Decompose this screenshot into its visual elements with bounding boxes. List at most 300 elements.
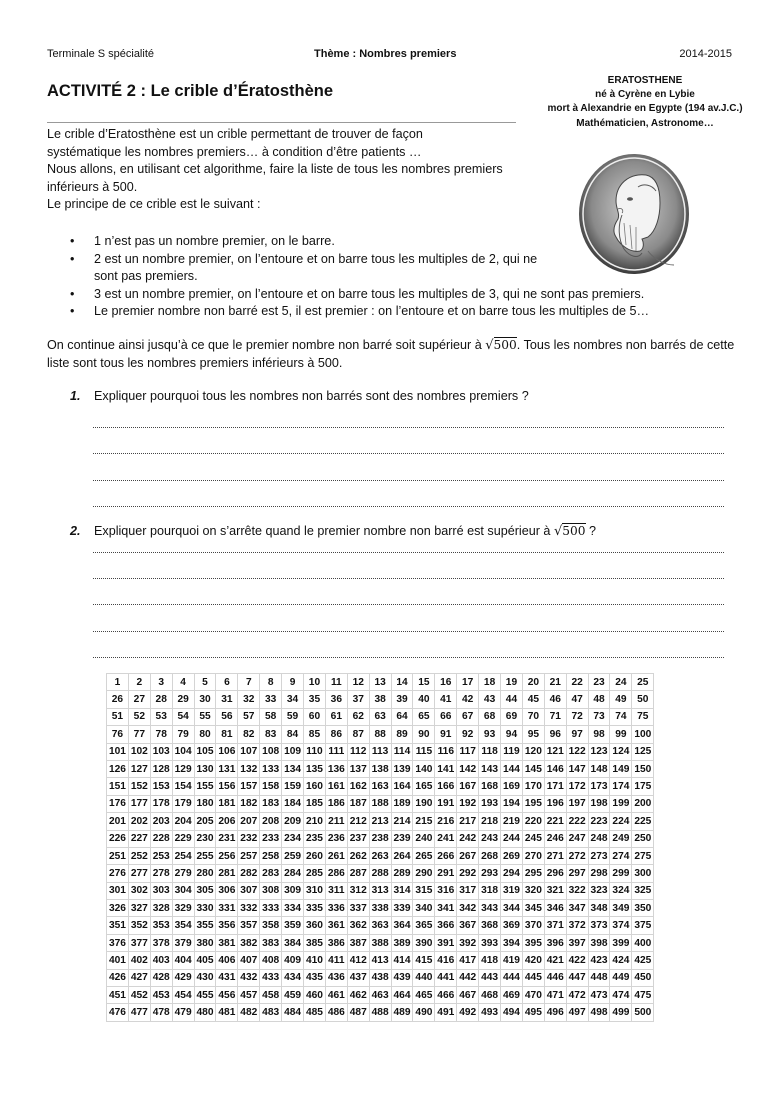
sieve-number-cell[interactable]: 130 bbox=[194, 760, 216, 777]
sieve-number-cell[interactable]: 170 bbox=[522, 778, 544, 795]
sieve-number-cell[interactable]: 201 bbox=[107, 813, 129, 830]
sieve-number-cell[interactable]: 123 bbox=[588, 743, 610, 760]
sieve-number-cell[interactable]: 71 bbox=[544, 708, 566, 725]
sieve-number-cell[interactable]: 321 bbox=[544, 882, 566, 899]
sieve-number-cell[interactable]: 110 bbox=[304, 743, 326, 760]
sieve-number-cell[interactable]: 322 bbox=[566, 882, 588, 899]
sieve-number-cell[interactable]: 257 bbox=[238, 847, 260, 864]
sieve-number-cell[interactable]: 362 bbox=[347, 917, 369, 934]
sieve-number-cell[interactable]: 437 bbox=[347, 969, 369, 986]
sieve-number-cell[interactable]: 107 bbox=[238, 743, 260, 760]
sieve-number-cell[interactable]: 370 bbox=[522, 917, 544, 934]
sieve-number-cell[interactable]: 59 bbox=[282, 708, 304, 725]
sieve-number-cell[interactable]: 222 bbox=[566, 813, 588, 830]
sieve-number-cell[interactable]: 95 bbox=[522, 726, 544, 743]
sieve-number-cell[interactable]: 233 bbox=[260, 830, 282, 847]
sieve-number-cell[interactable]: 50 bbox=[632, 691, 654, 708]
sieve-number-cell[interactable]: 381 bbox=[216, 934, 238, 951]
sieve-number-cell[interactable]: 16 bbox=[435, 674, 457, 691]
sieve-number-cell[interactable]: 144 bbox=[501, 760, 523, 777]
sieve-number-cell[interactable]: 293 bbox=[479, 865, 501, 882]
sieve-number-cell[interactable]: 445 bbox=[522, 969, 544, 986]
sieve-number-cell[interactable]: 146 bbox=[544, 760, 566, 777]
sieve-number-cell[interactable]: 423 bbox=[588, 952, 610, 969]
sieve-number-cell[interactable]: 200 bbox=[632, 795, 654, 812]
sieve-number-cell[interactable]: 147 bbox=[566, 760, 588, 777]
sieve-number-cell[interactable]: 24 bbox=[610, 674, 632, 691]
sieve-number-cell[interactable]: 387 bbox=[347, 934, 369, 951]
sieve-number-cell[interactable]: 92 bbox=[457, 726, 479, 743]
sieve-number-cell[interactable]: 267 bbox=[457, 847, 479, 864]
sieve-number-cell[interactable]: 96 bbox=[544, 726, 566, 743]
sieve-number-cell[interactable]: 85 bbox=[304, 726, 326, 743]
sieve-number-cell[interactable]: 84 bbox=[282, 726, 304, 743]
sieve-number-cell[interactable]: 87 bbox=[347, 726, 369, 743]
sieve-number-cell[interactable]: 484 bbox=[282, 1004, 304, 1021]
sieve-number-cell[interactable]: 350 bbox=[632, 900, 654, 917]
sieve-number-cell[interactable]: 476 bbox=[107, 1004, 129, 1021]
sieve-number-cell[interactable]: 430 bbox=[194, 969, 216, 986]
sieve-number-cell[interactable]: 402 bbox=[128, 952, 150, 969]
sieve-number-cell[interactable]: 177 bbox=[128, 795, 150, 812]
sieve-number-cell[interactable]: 391 bbox=[435, 934, 457, 951]
sieve-number-cell[interactable]: 167 bbox=[457, 778, 479, 795]
sieve-number-cell[interactable]: 104 bbox=[172, 743, 194, 760]
sieve-number-cell[interactable]: 138 bbox=[369, 760, 391, 777]
sieve-number-cell[interactable]: 384 bbox=[282, 934, 304, 951]
sieve-number-cell[interactable]: 230 bbox=[194, 830, 216, 847]
sieve-number-cell[interactable]: 429 bbox=[172, 969, 194, 986]
sieve-number-cell[interactable]: 472 bbox=[566, 987, 588, 1004]
sieve-number-cell[interactable]: 279 bbox=[172, 865, 194, 882]
sieve-number-cell[interactable]: 302 bbox=[128, 882, 150, 899]
sieve-number-cell[interactable]: 159 bbox=[282, 778, 304, 795]
sieve-number-cell[interactable]: 137 bbox=[347, 760, 369, 777]
sieve-number-cell[interactable]: 296 bbox=[544, 865, 566, 882]
sieve-number-cell[interactable]: 276 bbox=[107, 865, 129, 882]
sieve-number-cell[interactable]: 11 bbox=[325, 674, 347, 691]
sieve-number-cell[interactable]: 44 bbox=[501, 691, 523, 708]
sieve-number-cell[interactable]: 37 bbox=[347, 691, 369, 708]
sieve-number-cell[interactable]: 436 bbox=[325, 969, 347, 986]
sieve-number-cell[interactable]: 219 bbox=[501, 813, 523, 830]
sieve-number-cell[interactable]: 449 bbox=[610, 969, 632, 986]
sieve-number-cell[interactable]: 162 bbox=[347, 778, 369, 795]
sieve-number-cell[interactable]: 165 bbox=[413, 778, 435, 795]
sieve-number-cell[interactable]: 228 bbox=[150, 830, 172, 847]
sieve-number-cell[interactable]: 3 bbox=[150, 674, 172, 691]
sieve-number-cell[interactable]: 174 bbox=[610, 778, 632, 795]
sieve-number-cell[interactable]: 49 bbox=[610, 691, 632, 708]
sieve-number-cell[interactable]: 196 bbox=[544, 795, 566, 812]
sieve-number-cell[interactable]: 497 bbox=[566, 1004, 588, 1021]
answer-line[interactable] bbox=[93, 506, 724, 507]
sieve-number-cell[interactable]: 14 bbox=[391, 674, 413, 691]
sieve-number-cell[interactable]: 67 bbox=[457, 708, 479, 725]
sieve-number-cell[interactable]: 420 bbox=[522, 952, 544, 969]
sieve-number-cell[interactable]: 481 bbox=[216, 1004, 238, 1021]
sieve-number-cell[interactable]: 274 bbox=[610, 847, 632, 864]
sieve-number-cell[interactable]: 474 bbox=[610, 987, 632, 1004]
sieve-number-cell[interactable]: 301 bbox=[107, 882, 129, 899]
sieve-number-cell[interactable]: 262 bbox=[347, 847, 369, 864]
sieve-number-cell[interactable]: 354 bbox=[172, 917, 194, 934]
sieve-number-cell[interactable]: 118 bbox=[479, 743, 501, 760]
sieve-number-cell[interactable]: 36 bbox=[325, 691, 347, 708]
sieve-number-cell[interactable]: 184 bbox=[282, 795, 304, 812]
sieve-number-cell[interactable]: 223 bbox=[588, 813, 610, 830]
sieve-number-cell[interactable]: 464 bbox=[391, 987, 413, 1004]
sieve-number-cell[interactable]: 405 bbox=[194, 952, 216, 969]
sieve-number-cell[interactable]: 250 bbox=[632, 830, 654, 847]
sieve-number-cell[interactable]: 78 bbox=[150, 726, 172, 743]
sieve-number-cell[interactable]: 295 bbox=[522, 865, 544, 882]
sieve-number-cell[interactable]: 488 bbox=[369, 1004, 391, 1021]
sieve-number-cell[interactable]: 48 bbox=[588, 691, 610, 708]
sieve-number-cell[interactable]: 149 bbox=[610, 760, 632, 777]
sieve-number-cell[interactable]: 374 bbox=[610, 917, 632, 934]
sieve-number-cell[interactable]: 305 bbox=[194, 882, 216, 899]
sieve-number-cell[interactable]: 338 bbox=[369, 900, 391, 917]
sieve-number-cell[interactable]: 136 bbox=[325, 760, 347, 777]
sieve-number-cell[interactable]: 424 bbox=[610, 952, 632, 969]
sieve-number-cell[interactable]: 151 bbox=[107, 778, 129, 795]
answer-line[interactable] bbox=[93, 453, 724, 454]
sieve-number-cell[interactable]: 451 bbox=[107, 987, 129, 1004]
sieve-number-cell[interactable]: 260 bbox=[304, 847, 326, 864]
sieve-number-cell[interactable]: 364 bbox=[391, 917, 413, 934]
sieve-number-cell[interactable]: 47 bbox=[566, 691, 588, 708]
sieve-number-cell[interactable]: 299 bbox=[610, 865, 632, 882]
sieve-number-cell[interactable]: 113 bbox=[369, 743, 391, 760]
sieve-number-cell[interactable]: 500 bbox=[632, 1004, 654, 1021]
sieve-number-cell[interactable]: 489 bbox=[391, 1004, 413, 1021]
sieve-number-cell[interactable]: 140 bbox=[413, 760, 435, 777]
sieve-number-cell[interactable]: 68 bbox=[479, 708, 501, 725]
sieve-number-cell[interactable]: 12 bbox=[347, 674, 369, 691]
sieve-number-cell[interactable]: 40 bbox=[413, 691, 435, 708]
sieve-number-cell[interactable]: 101 bbox=[107, 743, 129, 760]
sieve-number-cell[interactable]: 41 bbox=[435, 691, 457, 708]
sieve-number-cell[interactable]: 249 bbox=[610, 830, 632, 847]
sieve-number-cell[interactable]: 396 bbox=[544, 934, 566, 951]
answer-line[interactable] bbox=[93, 657, 724, 658]
sieve-number-cell[interactable]: 427 bbox=[128, 969, 150, 986]
sieve-number-cell[interactable]: 277 bbox=[128, 865, 150, 882]
sieve-number-cell[interactable]: 161 bbox=[325, 778, 347, 795]
sieve-number-cell[interactable]: 112 bbox=[347, 743, 369, 760]
sieve-number-cell[interactable]: 253 bbox=[150, 847, 172, 864]
sieve-number-cell[interactable]: 23 bbox=[588, 674, 610, 691]
sieve-number-cell[interactable]: 372 bbox=[566, 917, 588, 934]
sieve-number-cell[interactable]: 224 bbox=[610, 813, 632, 830]
sieve-number-cell[interactable]: 333 bbox=[260, 900, 282, 917]
sieve-number-cell[interactable]: 205 bbox=[194, 813, 216, 830]
sieve-number-cell[interactable]: 463 bbox=[369, 987, 391, 1004]
sieve-number-cell[interactable]: 183 bbox=[260, 795, 282, 812]
sieve-number-cell[interactable]: 454 bbox=[172, 987, 194, 1004]
sieve-number-cell[interactable]: 441 bbox=[435, 969, 457, 986]
sieve-number-cell[interactable]: 444 bbox=[501, 969, 523, 986]
sieve-number-cell[interactable]: 478 bbox=[150, 1004, 172, 1021]
sieve-number-cell[interactable]: 73 bbox=[588, 708, 610, 725]
sieve-number-cell[interactable]: 426 bbox=[107, 969, 129, 986]
sieve-number-cell[interactable]: 117 bbox=[457, 743, 479, 760]
sieve-number-cell[interactable]: 206 bbox=[216, 813, 238, 830]
sieve-number-cell[interactable]: 428 bbox=[150, 969, 172, 986]
sieve-number-cell[interactable]: 285 bbox=[304, 865, 326, 882]
sieve-number-cell[interactable]: 417 bbox=[457, 952, 479, 969]
sieve-number-cell[interactable]: 83 bbox=[260, 726, 282, 743]
sieve-number-cell[interactable]: 114 bbox=[391, 743, 413, 760]
sieve-number-cell[interactable]: 378 bbox=[150, 934, 172, 951]
sieve-number-cell[interactable]: 341 bbox=[435, 900, 457, 917]
sieve-number-cell[interactable]: 406 bbox=[216, 952, 238, 969]
sieve-number-cell[interactable]: 7 bbox=[238, 674, 260, 691]
sieve-number-cell[interactable]: 409 bbox=[282, 952, 304, 969]
sieve-number-cell[interactable]: 133 bbox=[260, 760, 282, 777]
sieve-number-cell[interactable]: 2 bbox=[128, 674, 150, 691]
sieve-number-cell[interactable]: 111 bbox=[325, 743, 347, 760]
sieve-number-cell[interactable]: 56 bbox=[216, 708, 238, 725]
sieve-number-cell[interactable]: 270 bbox=[522, 847, 544, 864]
sieve-number-cell[interactable]: 254 bbox=[172, 847, 194, 864]
sieve-number-cell[interactable]: 231 bbox=[216, 830, 238, 847]
sieve-number-cell[interactable]: 344 bbox=[501, 900, 523, 917]
sieve-number-cell[interactable]: 8 bbox=[260, 674, 282, 691]
sieve-number-cell[interactable]: 235 bbox=[304, 830, 326, 847]
sieve-number-cell[interactable]: 308 bbox=[260, 882, 282, 899]
sieve-number-cell[interactable]: 491 bbox=[435, 1004, 457, 1021]
sieve-number-cell[interactable]: 255 bbox=[194, 847, 216, 864]
sieve-number-cell[interactable]: 119 bbox=[501, 743, 523, 760]
sieve-number-cell[interactable]: 15 bbox=[413, 674, 435, 691]
sieve-number-cell[interactable]: 412 bbox=[347, 952, 369, 969]
sieve-number-cell[interactable]: 204 bbox=[172, 813, 194, 830]
sieve-number-cell[interactable]: 234 bbox=[282, 830, 304, 847]
sieve-number-cell[interactable]: 404 bbox=[172, 952, 194, 969]
sieve-number-cell[interactable]: 106 bbox=[216, 743, 238, 760]
sieve-number-cell[interactable]: 309 bbox=[282, 882, 304, 899]
sieve-number-cell[interactable]: 139 bbox=[391, 760, 413, 777]
sieve-number-cell[interactable]: 339 bbox=[391, 900, 413, 917]
sieve-number-cell[interactable]: 150 bbox=[632, 760, 654, 777]
sieve-number-cell[interactable]: 326 bbox=[107, 900, 129, 917]
sieve-number-cell[interactable]: 425 bbox=[632, 952, 654, 969]
sieve-number-cell[interactable]: 414 bbox=[391, 952, 413, 969]
sieve-number-cell[interactable]: 466 bbox=[435, 987, 457, 1004]
sieve-number-cell[interactable]: 380 bbox=[194, 934, 216, 951]
sieve-number-cell[interactable]: 94 bbox=[501, 726, 523, 743]
sieve-number-cell[interactable]: 127 bbox=[128, 760, 150, 777]
sieve-number-cell[interactable]: 178 bbox=[150, 795, 172, 812]
sieve-number-cell[interactable]: 88 bbox=[369, 726, 391, 743]
sieve-number-cell[interactable]: 495 bbox=[522, 1004, 544, 1021]
sieve-number-cell[interactable]: 461 bbox=[325, 987, 347, 1004]
sieve-number-cell[interactable]: 203 bbox=[150, 813, 172, 830]
sieve-number-cell[interactable]: 469 bbox=[501, 987, 523, 1004]
sieve-number-cell[interactable]: 422 bbox=[566, 952, 588, 969]
sieve-number-cell[interactable]: 467 bbox=[457, 987, 479, 1004]
sieve-number-cell[interactable]: 116 bbox=[435, 743, 457, 760]
sieve-number-cell[interactable]: 9 bbox=[282, 674, 304, 691]
sieve-number-cell[interactable]: 22 bbox=[566, 674, 588, 691]
sieve-number-cell[interactable]: 38 bbox=[369, 691, 391, 708]
sieve-number-cell[interactable]: 75 bbox=[632, 708, 654, 725]
sieve-number-cell[interactable]: 173 bbox=[588, 778, 610, 795]
sieve-number-cell[interactable]: 216 bbox=[435, 813, 457, 830]
sieve-number-cell[interactable]: 52 bbox=[128, 708, 150, 725]
sieve-number-cell[interactable]: 169 bbox=[501, 778, 523, 795]
sieve-number-cell[interactable]: 275 bbox=[632, 847, 654, 864]
sieve-number-cell[interactable]: 324 bbox=[610, 882, 632, 899]
sieve-number-cell[interactable]: 197 bbox=[566, 795, 588, 812]
sieve-number-cell[interactable]: 399 bbox=[610, 934, 632, 951]
sieve-number-cell[interactable]: 320 bbox=[522, 882, 544, 899]
sieve-number-cell[interactable]: 70 bbox=[522, 708, 544, 725]
sieve-number-cell[interactable]: 434 bbox=[282, 969, 304, 986]
sieve-number-cell[interactable]: 480 bbox=[194, 1004, 216, 1021]
sieve-number-cell[interactable]: 393 bbox=[479, 934, 501, 951]
sieve-number-cell[interactable]: 220 bbox=[522, 813, 544, 830]
sieve-number-cell[interactable]: 90 bbox=[413, 726, 435, 743]
sieve-number-cell[interactable]: 485 bbox=[304, 1004, 326, 1021]
sieve-number-cell[interactable]: 261 bbox=[325, 847, 347, 864]
sieve-number-cell[interactable]: 281 bbox=[216, 865, 238, 882]
sieve-number-cell[interactable]: 186 bbox=[325, 795, 347, 812]
sieve-number-cell[interactable]: 351 bbox=[107, 917, 129, 934]
sieve-number-cell[interactable]: 446 bbox=[544, 969, 566, 986]
sieve-number-cell[interactable]: 416 bbox=[435, 952, 457, 969]
sieve-number-cell[interactable]: 433 bbox=[260, 969, 282, 986]
sieve-number-cell[interactable]: 240 bbox=[413, 830, 435, 847]
sieve-number-cell[interactable]: 317 bbox=[457, 882, 479, 899]
sieve-number-cell[interactable]: 176 bbox=[107, 795, 129, 812]
sieve-number-cell[interactable]: 400 bbox=[632, 934, 654, 951]
sieve-number-cell[interactable]: 453 bbox=[150, 987, 172, 1004]
sieve-number-cell[interactable]: 264 bbox=[391, 847, 413, 864]
sieve-number-cell[interactable]: 168 bbox=[479, 778, 501, 795]
sieve-number-cell[interactable]: 473 bbox=[588, 987, 610, 1004]
sieve-number-cell[interactable]: 209 bbox=[282, 813, 304, 830]
sieve-number-cell[interactable]: 236 bbox=[325, 830, 347, 847]
sieve-number-cell[interactable]: 246 bbox=[544, 830, 566, 847]
sieve-number-cell[interactable]: 154 bbox=[172, 778, 194, 795]
sieve-number-cell[interactable]: 286 bbox=[325, 865, 347, 882]
sieve-number-cell[interactable]: 328 bbox=[150, 900, 172, 917]
sieve-number-cell[interactable]: 303 bbox=[150, 882, 172, 899]
sieve-number-cell[interactable]: 335 bbox=[304, 900, 326, 917]
sieve-number-cell[interactable]: 282 bbox=[238, 865, 260, 882]
sieve-number-cell[interactable]: 187 bbox=[347, 795, 369, 812]
sieve-number-cell[interactable]: 207 bbox=[238, 813, 260, 830]
sieve-number-cell[interactable]: 475 bbox=[632, 987, 654, 1004]
sieve-number-cell[interactable]: 432 bbox=[238, 969, 260, 986]
sieve-number-cell[interactable]: 353 bbox=[150, 917, 172, 934]
sieve-number-cell[interactable]: 208 bbox=[260, 813, 282, 830]
sieve-number-cell[interactable]: 26 bbox=[107, 691, 129, 708]
sieve-number-cell[interactable]: 229 bbox=[172, 830, 194, 847]
sieve-number-cell[interactable]: 325 bbox=[632, 882, 654, 899]
sieve-number-cell[interactable]: 359 bbox=[282, 917, 304, 934]
sieve-number-cell[interactable]: 62 bbox=[347, 708, 369, 725]
sieve-number-cell[interactable]: 327 bbox=[128, 900, 150, 917]
sieve-number-cell[interactable]: 218 bbox=[479, 813, 501, 830]
sieve-number-cell[interactable]: 82 bbox=[238, 726, 260, 743]
sieve-number-cell[interactable]: 278 bbox=[150, 865, 172, 882]
sieve-number-cell[interactable]: 202 bbox=[128, 813, 150, 830]
sieve-number-cell[interactable]: 371 bbox=[544, 917, 566, 934]
sieve-number-cell[interactable]: 314 bbox=[391, 882, 413, 899]
sieve-number-cell[interactable]: 124 bbox=[610, 743, 632, 760]
sieve-number-cell[interactable]: 98 bbox=[588, 726, 610, 743]
sieve-number-cell[interactable]: 29 bbox=[172, 691, 194, 708]
answer-line[interactable] bbox=[93, 604, 724, 605]
sieve-number-cell[interactable]: 439 bbox=[391, 969, 413, 986]
sieve-number-cell[interactable]: 34 bbox=[282, 691, 304, 708]
sieve-number-cell[interactable]: 10 bbox=[304, 674, 326, 691]
sieve-number-cell[interactable]: 155 bbox=[194, 778, 216, 795]
sieve-number-cell[interactable]: 166 bbox=[435, 778, 457, 795]
sieve-number-cell[interactable]: 30 bbox=[194, 691, 216, 708]
sieve-number-cell[interactable]: 389 bbox=[391, 934, 413, 951]
sieve-number-cell[interactable]: 450 bbox=[632, 969, 654, 986]
sieve-number-cell[interactable]: 54 bbox=[172, 708, 194, 725]
sieve-number-cell[interactable]: 64 bbox=[391, 708, 413, 725]
sieve-number-cell[interactable]: 457 bbox=[238, 987, 260, 1004]
sieve-number-cell[interactable]: 385 bbox=[304, 934, 326, 951]
sieve-number-cell[interactable]: 20 bbox=[522, 674, 544, 691]
sieve-number-cell[interactable]: 373 bbox=[588, 917, 610, 934]
sieve-number-cell[interactable]: 100 bbox=[632, 726, 654, 743]
sieve-number-cell[interactable]: 479 bbox=[172, 1004, 194, 1021]
sieve-number-cell[interactable]: 403 bbox=[150, 952, 172, 969]
sieve-number-cell[interactable]: 306 bbox=[216, 882, 238, 899]
sieve-number-cell[interactable]: 217 bbox=[457, 813, 479, 830]
sieve-number-cell[interactable]: 238 bbox=[369, 830, 391, 847]
sieve-number-cell[interactable]: 431 bbox=[216, 969, 238, 986]
sieve-number-cell[interactable]: 25 bbox=[632, 674, 654, 691]
sieve-number-cell[interactable]: 181 bbox=[216, 795, 238, 812]
sieve-number-cell[interactable]: 211 bbox=[325, 813, 347, 830]
sieve-number-cell[interactable]: 494 bbox=[501, 1004, 523, 1021]
sieve-number-cell[interactable]: 347 bbox=[566, 900, 588, 917]
sieve-number-cell[interactable]: 271 bbox=[544, 847, 566, 864]
sieve-number-cell[interactable]: 358 bbox=[260, 917, 282, 934]
sieve-number-cell[interactable]: 401 bbox=[107, 952, 129, 969]
sieve-number-cell[interactable]: 81 bbox=[216, 726, 238, 743]
sieve-number-cell[interactable]: 185 bbox=[304, 795, 326, 812]
sieve-number-cell[interactable]: 43 bbox=[479, 691, 501, 708]
sieve-number-cell[interactable]: 189 bbox=[391, 795, 413, 812]
sieve-number-cell[interactable]: 258 bbox=[260, 847, 282, 864]
sieve-number-cell[interactable]: 490 bbox=[413, 1004, 435, 1021]
sieve-number-cell[interactable]: 263 bbox=[369, 847, 391, 864]
sieve-number-cell[interactable]: 315 bbox=[413, 882, 435, 899]
sieve-number-cell[interactable]: 182 bbox=[238, 795, 260, 812]
sieve-number-cell[interactable]: 239 bbox=[391, 830, 413, 847]
sieve-number-cell[interactable]: 115 bbox=[413, 743, 435, 760]
sieve-number-cell[interactable]: 273 bbox=[588, 847, 610, 864]
sieve-number-cell[interactable]: 355 bbox=[194, 917, 216, 934]
sieve-number-cell[interactable]: 483 bbox=[260, 1004, 282, 1021]
sieve-number-cell[interactable]: 342 bbox=[457, 900, 479, 917]
sieve-number-cell[interactable]: 291 bbox=[435, 865, 457, 882]
sieve-number-cell[interactable]: 191 bbox=[435, 795, 457, 812]
sieve-number-cell[interactable]: 492 bbox=[457, 1004, 479, 1021]
sieve-number-cell[interactable]: 411 bbox=[325, 952, 347, 969]
sieve-number-cell[interactable]: 392 bbox=[457, 934, 479, 951]
